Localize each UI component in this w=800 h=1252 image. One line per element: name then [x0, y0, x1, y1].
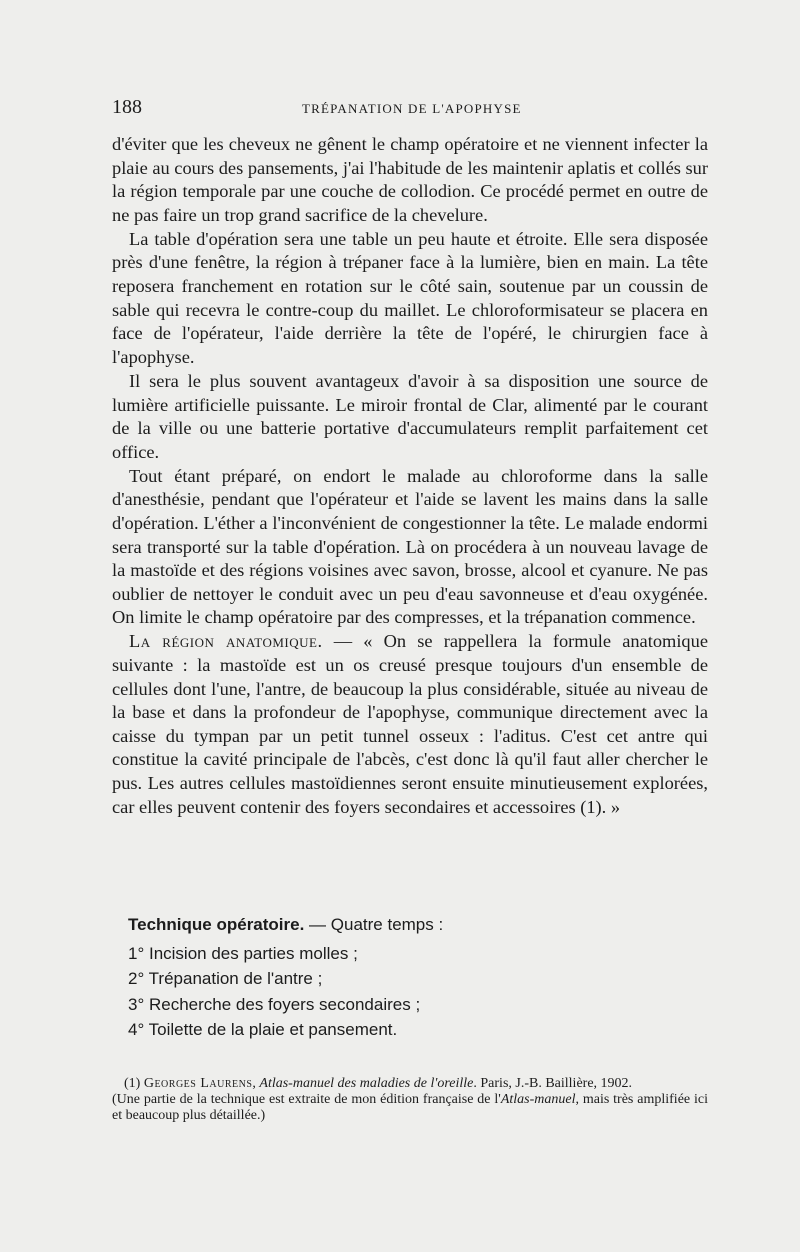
body-text: [112, 133, 708, 820]
footnote-separator: ,: [252, 1076, 260, 1091]
footnote-note: [112, 1092, 708, 1124]
footnote-note-text: , mais très amplifiée ici et beaucoup plus détaillée.): [112, 1092, 708, 1123]
list-item: 1° Incision des parties molles ;: [128, 943, 358, 963]
technique-subtitle: — Quatre temps :: [304, 915, 444, 934]
technique-heading: [128, 912, 708, 938]
footnote-marker: (1): [124, 1076, 144, 1091]
footnote-citation: [112, 1076, 708, 1092]
section-heading: La région anatomique.: [129, 631, 323, 652]
header-title: TRÉPANATION DE L'APOPHYSE: [302, 101, 522, 116]
list-item: 4° Toilette de la plaie et pansement.: [128, 1020, 398, 1039]
paragraph: Tout étant préparé, on endort le malade au chloroforme dans la salle d'anesthésie, pendant que l'opérateur et l'aide se lavent les mains dans la salle d'opération. L'éther a l'inconvénient de congestionner la tête. Le malade endormi sera transporté sur la table d'opération. Là on procédera à un nouveau lavage de la mastoïde et des régions voisines avec savon, brosse, alcool et cyanure. Ne pas oublier de nettoyer le conduit avec un peu d'eau savonneuse et d'eau oxygénée. On limite le champ opératoire par des compresses, et la trépanation commence.: [112, 465, 708, 628]
list-item: 2° Trépanation de l'antre ;: [128, 969, 323, 988]
technique-title: Technique opératoire.: [128, 915, 305, 934]
footnote-publisher: . Paris, J.-B. Baillière, 1902.: [473, 1076, 633, 1091]
paragraph: Il sera le plus souvent avantageux d'avoir à sa disposition une source de lumière artificielle puissante. Le miroir frontal de Clar, alimenté par le courant de la ville ou une batterie portative d'accumulateurs remplit parfaitement cet office.: [112, 370, 708, 462]
paragraph: d'éviter que les cheveux ne gênent le champ opératoire et ne viennent infecter la plaie au cours des pansements, j'ai l'habitude de les maintenir aplatis et collés sur la région temporale par une couche de collodion. Ce procédé permet en outre de ne pas faire un trop grand sacrifice de la chevelure.: [112, 134, 708, 225]
page-number: 188: [112, 96, 142, 118]
footnote-note-book: Atlas-manuel: [500, 1092, 576, 1107]
paragraph: La table d'opération sera une table un peu haute et étroite. Elle sera disposée près d'une fenêtre, la région à trépaner face à la lumière, bien en main. La tête reposera franchement en rotation sur le côté sain, soutenue par un coussin de sable qui recevra le contre-coup du maillet. Le chloroformisateur se placera en face de l'opérateur, l'aide derrière la tête de l'opéré, le chirurgien face à l'apophyse.: [112, 228, 708, 367]
footnote-author: Georges Laurens: [143, 1076, 253, 1091]
footnote-note-text: (Une partie de la technique est extraite de mon édition française de l': [112, 1092, 501, 1107]
footnote: [112, 1076, 708, 1124]
list-item: 3° Recherche des foyers secondaires ;: [128, 994, 421, 1014]
running-head: [112, 96, 708, 120]
paragraph-anatomy: [112, 630, 708, 819]
paragraph-text: — « On se rappellera la formule anatomique suivante : la mastoïde est un os creusé presque toujours d'un ensemble de cellules dont l'une, l'antre, de beaucoup la plus considérable, située au niveau de la base et dans la profondeur de l'apophyse, communique directement avec la caisse du tympan par un petit tunnel osseux : l'aditus. C'est cet antre qui constitue la cavité principale de l'abcès, c'est donc là qu'il faut aller chercher le pus. Les autres cellules mastoïdiennes seront ensuite minutieusement explorées, car elles peuvent contenir des foyers secondaires et accessoires (1). »: [112, 631, 708, 817]
technique-section: [128, 912, 708, 1043]
footnote-book: Atlas-manuel des maladies de l'oreille: [259, 1076, 474, 1091]
